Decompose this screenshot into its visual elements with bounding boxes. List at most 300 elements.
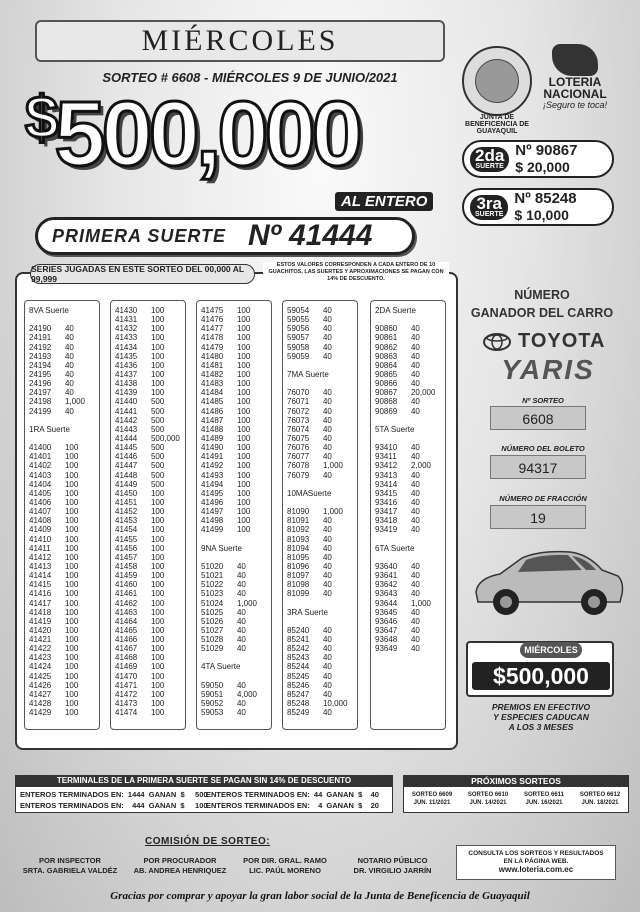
series-row <box>287 644 357 653</box>
series-number: 41457 <box>115 552 138 562</box>
series-number: 41486 <box>201 406 224 416</box>
series-number: 76076 <box>287 443 310 453</box>
series-prize: 100 <box>64 479 79 489</box>
series-row <box>287 407 357 416</box>
series-number <box>201 653 237 662</box>
series-prize: 40 <box>64 342 74 352</box>
series-number: 85245 <box>287 671 310 681</box>
series-prize <box>411 434 445 443</box>
series-number: 41441 <box>115 406 138 416</box>
series-number <box>287 498 323 507</box>
series-prize: 40 <box>410 351 420 361</box>
series-prize: 100 <box>64 507 79 517</box>
series-prize <box>237 653 271 662</box>
toyota-emblem-icon <box>482 332 512 352</box>
series-prize: 40 <box>236 580 246 590</box>
jackpot-currency: $ <box>25 84 55 151</box>
series-number: 41478 <box>201 333 224 343</box>
series-number <box>29 434 65 443</box>
series-prize <box>237 535 271 544</box>
series-row <box>115 635 185 644</box>
series-prize: 100 <box>64 561 79 571</box>
loteria-tagline: ¡Seguro te toca! <box>542 100 608 110</box>
series-prize: 100 <box>236 342 251 352</box>
series-row <box>375 589 445 598</box>
series-row <box>375 599 445 608</box>
series-prize: 40 <box>410 406 420 416</box>
series-row <box>115 571 185 580</box>
series-number: 41422 <box>29 644 52 654</box>
series-prize: 500 <box>150 479 165 489</box>
series-prize: 100 <box>236 406 251 416</box>
series-prize: 40 <box>410 616 420 626</box>
series-row <box>287 471 357 480</box>
series-number: 90864 <box>375 360 398 370</box>
series-row <box>287 635 357 644</box>
series-row <box>201 653 271 662</box>
series-prize <box>65 416 99 425</box>
series-row <box>115 653 185 662</box>
series-number: 59053 <box>201 708 224 718</box>
series-number: 93649 <box>375 644 398 654</box>
series-number: 51025 <box>201 607 224 617</box>
series-number: 51026 <box>201 616 224 626</box>
series-prize <box>411 416 445 425</box>
series-row <box>201 681 271 690</box>
series-prize: 500 <box>150 415 165 425</box>
series-row <box>287 452 357 461</box>
series-number: 85247 <box>287 689 310 699</box>
series-row <box>375 507 445 516</box>
series-prize: 40 <box>64 333 74 343</box>
series-prize: 40 <box>410 488 420 498</box>
series-prize: 100 <box>150 589 165 599</box>
series-number: 41487 <box>201 415 224 425</box>
series-row <box>115 535 185 544</box>
terminales-header: TERMINALES DE LA PRIMERA SUERTE SE PAGAN SIN 14% DE DESCUENTO <box>15 775 393 787</box>
series-prize: 100 <box>150 516 165 526</box>
series-prize: 100 <box>150 488 165 498</box>
series-prize: 100 <box>150 689 165 699</box>
series-row <box>375 416 445 425</box>
series-number: 41419 <box>29 616 52 626</box>
series-row <box>115 333 185 342</box>
series-number: 51023 <box>201 589 224 599</box>
series-row <box>115 708 185 717</box>
series-number: 41414 <box>29 571 52 581</box>
series-number: 81097 <box>287 571 310 581</box>
series-prize: 40 <box>410 561 420 571</box>
series-row <box>29 553 99 562</box>
series-number: 41449 <box>115 479 138 489</box>
series-number: 41474 <box>115 708 138 718</box>
series-number: 41401 <box>29 452 52 462</box>
series-number <box>375 315 411 324</box>
series-number: 41415 <box>29 580 52 590</box>
series-prize: 100 <box>150 552 165 562</box>
prize-suerte: SUERTE <box>475 210 504 218</box>
series-row <box>201 397 271 406</box>
series-number: 81090 <box>287 507 310 517</box>
series-number: 41468 <box>115 653 138 663</box>
loteria-nacional-logo <box>540 44 610 110</box>
series-prize: 100 <box>64 525 79 535</box>
series-prize: 40 <box>64 406 74 416</box>
series-number: 90869 <box>375 406 398 416</box>
series-number: 24196 <box>29 379 52 389</box>
series-prize: 40 <box>410 324 420 334</box>
series-prize <box>323 379 357 388</box>
series-prize: 40 <box>322 388 332 398</box>
series-row <box>115 672 185 681</box>
series-number: 41437 <box>115 369 138 379</box>
series-number: 81093 <box>287 534 310 544</box>
series-prize <box>65 315 99 324</box>
series-number <box>201 672 237 681</box>
series-column-4 <box>282 300 358 730</box>
series-row <box>287 599 357 608</box>
proximo-sorteo <box>516 791 572 807</box>
series-number: 41497 <box>201 507 224 517</box>
series-number: 90861 <box>375 333 398 343</box>
series-number: 81095 <box>287 552 310 562</box>
series-prize: 40 <box>322 324 332 334</box>
series-number: 9NA Suerte <box>201 543 242 553</box>
series-prize <box>411 553 445 562</box>
series-number: 85246 <box>287 680 310 690</box>
third-prize <box>462 188 614 226</box>
series-number: 81091 <box>287 516 310 526</box>
series-number: 90865 <box>375 369 398 379</box>
series-row <box>287 672 357 681</box>
series-number: 24191 <box>29 333 52 343</box>
series-prize: 40 <box>410 635 420 645</box>
series-header: SERIES JUGADAS EN ESTE SORTEO DEL 00,000 AL 99,999 <box>30 264 255 284</box>
series-row <box>287 553 357 562</box>
series-row <box>201 370 271 379</box>
series-prize: 40 <box>410 625 420 635</box>
series-row <box>29 452 99 461</box>
series-number: 41499 <box>201 525 224 535</box>
series-number: 93414 <box>375 479 398 489</box>
series-number: 41480 <box>201 351 224 361</box>
series-prize: 100 <box>150 653 165 663</box>
series-prize: 100 <box>64 662 79 672</box>
series-row <box>29 333 99 342</box>
series-prize: 4,000 <box>236 689 257 699</box>
series-prize: 100 <box>150 699 165 709</box>
series-number: 41428 <box>29 699 52 709</box>
series-number: 41469 <box>115 662 138 672</box>
series-prize <box>323 599 357 608</box>
second-prize <box>462 140 614 178</box>
series-number: 41426 <box>29 680 52 690</box>
series-row <box>115 599 185 608</box>
series-number: 41458 <box>115 561 138 571</box>
series-number: 90866 <box>375 379 398 389</box>
series-row <box>29 571 99 580</box>
series-number: 81096 <box>287 561 310 571</box>
series-number: 93644 <box>375 598 398 608</box>
series-prize: 100 <box>150 708 165 718</box>
series-prize: 40 <box>322 397 332 407</box>
series-row <box>115 644 185 653</box>
boleto-label: NÚMERO DEL BOLETO <box>501 444 585 453</box>
series-number: 51021 <box>201 571 224 581</box>
series-prize: 40 <box>322 680 332 690</box>
series-number: 41439 <box>115 388 138 398</box>
series-number: 41455 <box>115 534 138 544</box>
series-number: 76072 <box>287 406 310 416</box>
series-number: 76074 <box>287 424 310 434</box>
series-number: 85249 <box>287 708 310 718</box>
series-row <box>287 580 357 589</box>
series-number: 41418 <box>29 607 52 617</box>
series-number: 41494 <box>201 479 224 489</box>
series-prize: 40 <box>410 342 420 352</box>
series-section-heading <box>287 370 357 379</box>
prize-number: Nº 90867 <box>515 142 578 159</box>
series-number: 41479 <box>201 342 224 352</box>
series-prize: 40 <box>410 479 420 489</box>
series-row <box>201 525 271 534</box>
series-prize: 100 <box>150 324 165 334</box>
series-row <box>201 443 271 452</box>
series-prize: 100 <box>150 306 165 315</box>
series-number: 41412 <box>29 552 52 562</box>
series-number: 41472 <box>115 689 138 699</box>
series-row <box>287 388 357 397</box>
series-number: 59056 <box>287 324 310 334</box>
series-row <box>115 461 185 470</box>
series-number: 93413 <box>375 470 398 480</box>
series-row <box>287 324 357 333</box>
series-section-heading <box>29 425 99 434</box>
series-prize: 40 <box>236 616 246 626</box>
series-number: 41434 <box>115 342 138 352</box>
series-number: 41448 <box>115 470 138 480</box>
series-number: 81099 <box>287 589 310 599</box>
series-row <box>375 489 445 498</box>
series-prize: 1,000 <box>322 461 343 471</box>
series-prize: 40 <box>322 589 332 599</box>
series-prize: 40 <box>322 689 332 699</box>
series-prize: 40 <box>410 360 420 370</box>
series-row <box>287 379 357 388</box>
series-prize: 100 <box>150 680 165 690</box>
series-prize: 100 <box>150 571 165 581</box>
series-row <box>115 407 185 416</box>
series-prize <box>334 370 357 379</box>
series-number: 93646 <box>375 616 398 626</box>
proximo-number: SORTEO 6611 <box>523 792 565 798</box>
seal-text: JUNTA DE BENEFICENCIA DE GUAYAQUIL <box>465 114 529 135</box>
jackpot-amount <box>25 83 359 185</box>
series-row <box>29 352 99 361</box>
series-row <box>375 324 445 333</box>
series-row <box>115 562 185 571</box>
series-section-heading <box>287 608 357 617</box>
series-prize: 100 <box>150 598 165 608</box>
series-number: 41466 <box>115 635 138 645</box>
series-prize: 40 <box>410 644 420 654</box>
series-number: 41498 <box>201 516 224 526</box>
series-prize: 100 <box>64 452 79 462</box>
series-row <box>29 489 99 498</box>
series-prize: 40 <box>322 306 332 315</box>
series-prize: 40 <box>236 644 246 654</box>
series-row <box>29 580 99 589</box>
series-row <box>287 306 357 315</box>
series-row <box>201 535 271 544</box>
series-prize: 100 <box>150 379 165 389</box>
series-number: 41450 <box>115 488 138 498</box>
series-prize: 40 <box>322 415 332 425</box>
member-role: NOTARIO PÚBLICO <box>357 856 428 865</box>
proximo-sorteo <box>572 791 628 807</box>
series-row <box>287 397 357 406</box>
series-prize: 100 <box>236 306 251 315</box>
series-row <box>29 562 99 571</box>
series-row <box>375 498 445 507</box>
series-prize: 2,000 <box>410 461 431 471</box>
series-row <box>29 416 99 425</box>
series-number: 59055 <box>287 315 310 325</box>
series-row <box>201 407 271 416</box>
series-prize: 40 <box>322 708 332 718</box>
series-number: 41459 <box>115 571 138 581</box>
series-prize: 100 <box>64 580 79 590</box>
series-row <box>115 434 185 443</box>
series-row <box>115 681 185 690</box>
series-prize: 40 <box>410 571 420 581</box>
series-number: 51029 <box>201 644 224 654</box>
series-number: 41410 <box>29 534 52 544</box>
series-prize: 40 <box>322 516 332 526</box>
series-prize: 40 <box>322 580 332 590</box>
series-number: 93417 <box>375 507 398 517</box>
series-number: 93647 <box>375 625 398 635</box>
series-number: 41481 <box>201 360 224 370</box>
series-prize: 40 <box>322 315 332 325</box>
series-prize: 100 <box>236 397 251 407</box>
proximo-number: SORTEO 6609 <box>411 792 453 798</box>
series-section-heading <box>375 425 445 434</box>
series-prize: 40 <box>64 388 74 398</box>
terminales-row: ENTEROS TERMINADOS EN: 444 GANAN $ 100 <box>20 801 208 810</box>
series-row <box>29 443 99 452</box>
series-number <box>287 617 323 626</box>
series-number: 93410 <box>375 443 398 453</box>
series-row <box>29 544 99 553</box>
series-row <box>201 507 271 516</box>
series-number: 41438 <box>115 379 138 389</box>
series-row <box>201 553 271 562</box>
series-number: 41467 <box>115 644 138 654</box>
series-number: 41464 <box>115 616 138 626</box>
series-number <box>201 553 237 562</box>
series-prize: 100 <box>64 589 79 599</box>
series-prize <box>65 434 99 443</box>
series-prize: 40 <box>322 671 332 681</box>
series-prize: 40 <box>322 561 332 571</box>
series-row <box>375 471 445 480</box>
series-number: 41465 <box>115 625 138 635</box>
member-name: AB. ANDREA HENRIQUEZ <box>133 866 227 875</box>
series-number: 41405 <box>29 488 52 498</box>
toyota-logo <box>482 330 622 353</box>
series-column-2 <box>110 300 186 730</box>
series-row <box>201 361 271 370</box>
series-number: 41442 <box>115 415 138 425</box>
series-prize <box>237 553 271 562</box>
series-number: 90863 <box>375 351 398 361</box>
series-row <box>375 315 445 324</box>
series-row <box>375 580 445 589</box>
promo-note-2: Y ESPECIES CADUCAN <box>493 712 589 722</box>
series-section-heading <box>375 544 445 553</box>
series-row <box>201 306 271 315</box>
series-number: 41432 <box>115 324 138 334</box>
series-row <box>201 388 271 397</box>
series-prize: 40 <box>322 470 332 480</box>
series-number: 41416 <box>29 589 52 599</box>
series-number: 41423 <box>29 653 52 663</box>
series-number: 93419 <box>375 525 398 535</box>
series-prize: 40 <box>236 625 246 635</box>
series-row <box>201 644 271 653</box>
series-row <box>375 461 445 470</box>
series-row <box>287 681 357 690</box>
series-number: 51024 <box>201 598 224 608</box>
series-number: 41482 <box>201 369 224 379</box>
series-row <box>29 617 99 626</box>
member-role: POR PROCURADOR <box>143 856 217 865</box>
series-row <box>287 699 357 708</box>
series-prize: 40 <box>410 443 420 453</box>
series-row <box>201 562 271 571</box>
series-row <box>201 480 271 489</box>
series-row <box>375 525 445 534</box>
series-number: 5TA Suerte <box>375 424 415 434</box>
series-number: 24195 <box>29 369 52 379</box>
series-row <box>115 425 185 434</box>
series-row <box>201 471 271 480</box>
series-row <box>375 361 445 370</box>
series-prize <box>76 306 99 315</box>
series-number: 41461 <box>115 589 138 599</box>
series-number: 1RA Suerte <box>29 424 70 434</box>
series-prize: 40 <box>322 433 332 443</box>
sorteo-label: Nº SORTEO <box>522 396 564 405</box>
consulta-url[interactable]: www.loteria.com.ec <box>498 865 574 874</box>
series-prize: 100 <box>236 488 251 498</box>
series-prize: 100 <box>64 616 79 626</box>
series-prize: 100 <box>64 443 79 453</box>
series-number: 93641 <box>375 571 398 581</box>
series-prize: 100 <box>150 342 165 352</box>
series-prize: 40 <box>236 607 246 617</box>
comision-member <box>235 856 335 876</box>
series-prize: 100 <box>236 470 251 480</box>
series-row <box>29 599 99 608</box>
series-row <box>115 379 185 388</box>
series-prize: 100 <box>64 671 79 681</box>
series-number: 41473 <box>115 699 138 709</box>
series-number: 76077 <box>287 452 310 462</box>
series-row <box>287 617 357 626</box>
proximo-date: JUN. 11/2021 <box>413 800 451 806</box>
